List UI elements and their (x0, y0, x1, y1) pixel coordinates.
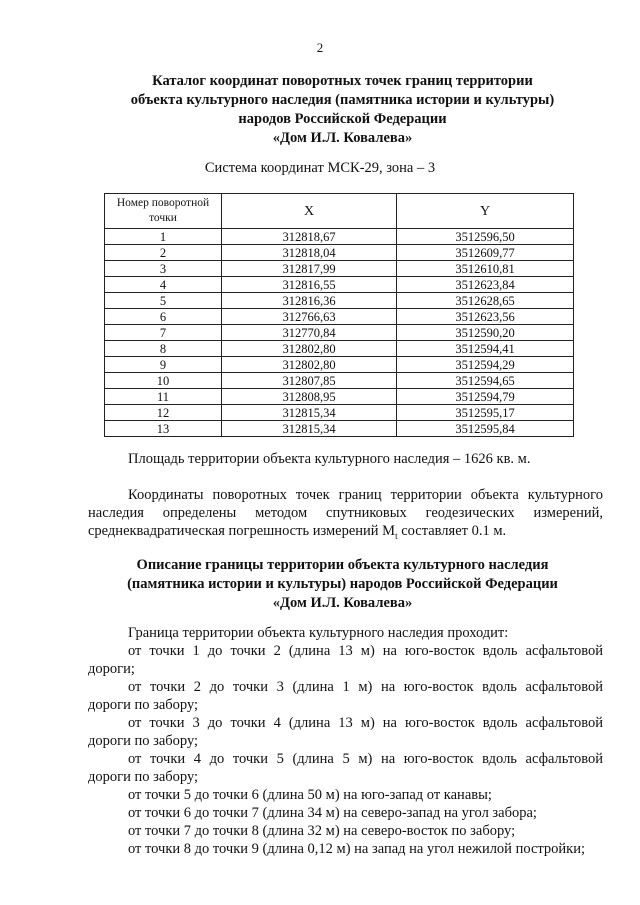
accuracy-subscript: t (395, 530, 398, 541)
cell-x: 312816,36 (222, 293, 397, 309)
cell-x: 312816,55 (222, 277, 397, 293)
cell-y: 3512594,41 (397, 341, 574, 357)
cell-y: 3512596,50 (397, 229, 574, 245)
cell-point: 5 (105, 293, 222, 309)
cell-point: 12 (105, 405, 222, 421)
cell-y: 3512609,77 (397, 245, 574, 261)
boundary-description (88, 624, 603, 858)
cell-point: 1 (105, 229, 222, 245)
cell-y: 3512594,29 (397, 357, 574, 373)
boundary-segment: от точки 8 до точки 9 (длина 0,12 м) на запад на угол нежилой постройки; (128, 841, 585, 857)
cell-x: 312807,85 (222, 373, 397, 389)
boundary-segment: от точки 5 до точки 6 (длина 50 м) на юго-запад от канавы; (128, 787, 492, 803)
cell-y: 3512610,81 (397, 261, 574, 277)
table-row (105, 405, 574, 421)
cell-y: 3512594,65 (397, 373, 574, 389)
cell-y: 3512628,65 (397, 293, 574, 309)
coordinate-system: Система координат МСК-29, зона – 3 (204, 160, 436, 176)
coordinates-table (104, 193, 574, 437)
header-point-number: Номер поворотной точки (105, 194, 222, 229)
paragraph-line (88, 522, 603, 545)
accuracy-text: среднеквадратическая погрешность измерений M (88, 523, 396, 539)
cell-x: 312815,34 (222, 405, 397, 421)
cell-y: 3512623,84 (397, 277, 574, 293)
cell-x: 312815,34 (222, 421, 397, 437)
header-y: Y (397, 194, 574, 229)
description-title (70, 556, 615, 613)
table-row (105, 357, 574, 373)
boundary-segment: дороги по забору; (88, 769, 199, 785)
boundary-segment: от точки 7 до точки 8 (длина 32 м) на северо-восток по забору; (128, 823, 516, 839)
cell-x: 312770,84 (222, 325, 397, 341)
catalog-title (70, 72, 615, 148)
table-row (105, 341, 574, 357)
cell-y: 3512595,84 (397, 421, 574, 437)
table-row (105, 373, 574, 389)
table-row (105, 325, 574, 341)
cell-point: 2 (105, 245, 222, 261)
cell-point: 10 (105, 373, 222, 389)
cell-y: 3512590,20 (397, 325, 574, 341)
paragraph-line: Координаты поворотных точек границ территории объекта культурного (128, 487, 603, 503)
accuracy-value: составляет 0.1 м. (397, 523, 507, 539)
cell-point: 6 (105, 309, 222, 325)
boundary-segment: от точки 6 до точки 7 (длина 34 м) на северо-запад на угол забора; (128, 805, 537, 821)
cell-point: 11 (105, 389, 222, 405)
cell-point: 13 (105, 421, 222, 437)
table-row (105, 293, 574, 309)
description-title-line: «Дом И.Л. Ковалева» (272, 595, 413, 611)
boundary-segment: дороги по забору; (88, 733, 199, 749)
table-row (105, 261, 574, 277)
cell-point: 7 (105, 325, 222, 341)
header-x: X (222, 194, 397, 229)
boundary-segment: дороги по забору; (88, 697, 199, 713)
cell-y: 3512595,17 (397, 405, 574, 421)
catalog-title-line: объекта культурного наследия (памятника истории и культуры) (130, 92, 555, 108)
table-row (105, 277, 574, 293)
table-row (105, 421, 574, 437)
boundary-segment: от точки 4 до точки 5 (длина 5 м) на юго-восток вдоль асфальтовой (128, 751, 603, 767)
boundary-segment: дороги; (88, 661, 135, 677)
boundary-segment: от точки 1 до точки 2 (длина 13 м) на юго-восток вдоль асфальтовой (128, 643, 603, 659)
cell-x: 312808,95 (222, 389, 397, 405)
description-title-line: Описание границы территории объекта культурного наследия (136, 557, 549, 573)
table-row (105, 309, 574, 325)
cell-x: 312802,80 (222, 341, 397, 357)
cell-point: 4 (105, 277, 222, 293)
cell-y: 3512623,56 (397, 309, 574, 325)
cell-x: 312818,04 (222, 245, 397, 261)
table-row (105, 389, 574, 405)
cell-y: 3512594,79 (397, 389, 574, 405)
cell-x: 312817,99 (222, 261, 397, 277)
table-row (105, 229, 574, 245)
cell-point: 9 (105, 357, 222, 373)
cell-x: 312802,80 (222, 357, 397, 373)
page-number: 2 (316, 40, 324, 55)
catalog-title-line: Каталог координат поворотных точек границ территории (152, 73, 533, 89)
area-statement: Площадь территории объекта культурного наследия – 1626 кв. м. (128, 451, 531, 467)
boundary-segment: от точки 2 до точки 3 (длина 1 м) на юго-восток вдоль асфальтовой (128, 679, 603, 695)
cell-point: 8 (105, 341, 222, 357)
table-header-row (105, 194, 574, 229)
method-paragraph (88, 486, 603, 545)
cell-point: 3 (105, 261, 222, 277)
catalog-title-line: народов Российской Федерации (238, 111, 447, 127)
cell-x: 312766,63 (222, 309, 397, 325)
boundary-intro: Граница территории объекта культурного наследия проходит: (128, 625, 509, 641)
paragraph-line: наследия определены методом спутниковых геодезических измерений, (88, 505, 603, 521)
boundary-segment: от точки 3 до точки 4 (длина 13 м) на юго-восток вдоль асфальтовой (128, 715, 603, 731)
description-title-line: (памятника истории и культуры) народов Российской Федерации (127, 576, 558, 592)
cell-x: 312818,67 (222, 229, 397, 245)
table-row (105, 245, 574, 261)
catalog-title-line: «Дом И.Л. Ковалева» (272, 130, 413, 146)
